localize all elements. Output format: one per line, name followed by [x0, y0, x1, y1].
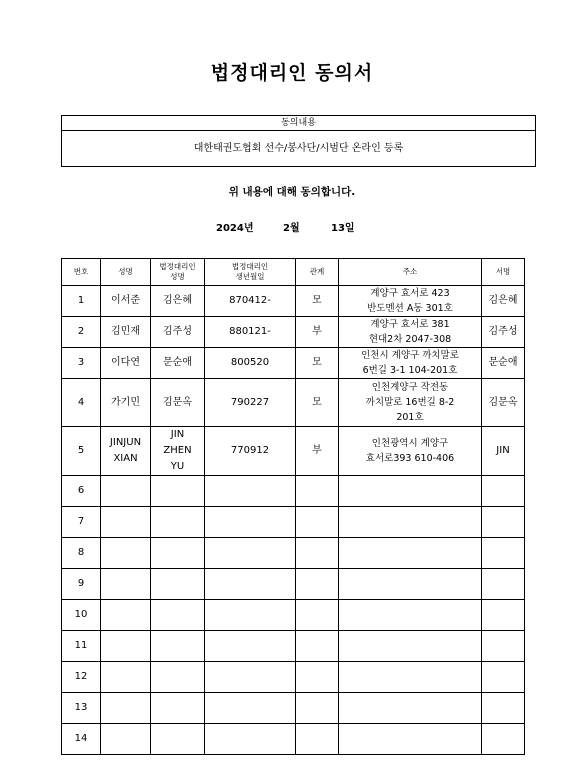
guardian-birth: 800520 [205, 348, 296, 379]
signature [482, 724, 525, 755]
row-number: 2 [62, 317, 101, 348]
student-name [101, 600, 151, 631]
address: 인천광역시 계양구 효서로393 610-406 [339, 427, 482, 476]
student-name: 이서준 [101, 286, 151, 317]
table-row [62, 507, 525, 538]
address [339, 476, 482, 507]
header-guardian-name: 법정대리인 성명 [151, 259, 205, 286]
signature [482, 662, 525, 693]
student-name [101, 724, 151, 755]
student-name: 가기민 [101, 379, 151, 427]
relation: 모 [296, 379, 339, 427]
relation [296, 476, 339, 507]
guardian-birth: 880121- [205, 317, 296, 348]
signature [482, 569, 525, 600]
header-signature: 서명 [482, 259, 525, 286]
signature: 문순애 [482, 348, 525, 379]
signature [482, 600, 525, 631]
relation [296, 631, 339, 662]
student-name [101, 693, 151, 724]
relation: 부 [296, 427, 339, 476]
address: 인천계양구 작전동 까치말로 16번길 8-2 201호 [339, 379, 482, 427]
row-number: 1 [62, 286, 101, 317]
relation [296, 600, 339, 631]
guardian-birth [205, 724, 296, 755]
table-row [62, 569, 525, 600]
address [339, 600, 482, 631]
table-row [62, 600, 525, 631]
consent-box [61, 115, 536, 167]
guardian-name [151, 724, 205, 755]
consent-header: 동의내용 [62, 116, 535, 131]
address: 인천시 계양구 까치말로 6번길 3-1 104-201호 [339, 348, 482, 379]
guardian-name [151, 631, 205, 662]
consent-text: 대한태권도협회 선수/봉사단/시범단 온라인 등록 [193, 143, 404, 154]
student-name [101, 538, 151, 569]
date-year: 2024년 [216, 223, 254, 234]
row-number: 9 [62, 569, 101, 600]
signature [482, 538, 525, 569]
student-name [101, 507, 151, 538]
date-day: 13일 [331, 223, 355, 234]
guardian-birth [205, 662, 296, 693]
header-relation: 관계 [296, 259, 339, 286]
guardian-birth: 870412- [205, 286, 296, 317]
table-row [62, 427, 525, 476]
guardian-name [151, 662, 205, 693]
table-row [62, 379, 525, 427]
guardian-name: JIN ZHEN YU [151, 427, 205, 476]
guardian-name [151, 569, 205, 600]
guardian-birth [205, 507, 296, 538]
signature [482, 507, 525, 538]
guardian-name [151, 600, 205, 631]
guardian-birth [205, 600, 296, 631]
guardian-birth: 790227 [205, 379, 296, 427]
signature [482, 476, 525, 507]
student-name [101, 631, 151, 662]
agreement-statement: 위 내용에 대해 동의합니다. [228, 186, 356, 198]
signature: 김은혜 [482, 286, 525, 317]
guardian-name [151, 507, 205, 538]
relation [296, 724, 339, 755]
relation [296, 538, 339, 569]
document-title: 법정대리인 동의서 [210, 62, 374, 84]
address [339, 538, 482, 569]
relation [296, 662, 339, 693]
address [339, 569, 482, 600]
guardian-name: 김은혜 [151, 286, 205, 317]
guardian-name: 김문옥 [151, 379, 205, 427]
row-number: 4 [62, 379, 101, 427]
guardian-name [151, 693, 205, 724]
student-name [101, 569, 151, 600]
signature: 김주성 [482, 317, 525, 348]
relation [296, 693, 339, 724]
guardian-table [61, 258, 525, 755]
guardian-birth [205, 476, 296, 507]
guardian-name: 문순애 [151, 348, 205, 379]
row-number: 6 [62, 476, 101, 507]
row-number: 7 [62, 507, 101, 538]
table-row [62, 631, 525, 662]
table-row [62, 476, 525, 507]
row-number: 14 [62, 724, 101, 755]
guardian-name [151, 476, 205, 507]
student-name: JINJUN XIAN [101, 427, 151, 476]
table-row [62, 724, 525, 755]
student-name [101, 662, 151, 693]
row-number: 5 [62, 427, 101, 476]
row-number: 10 [62, 600, 101, 631]
relation: 모 [296, 348, 339, 379]
table-row [62, 348, 525, 379]
row-number: 13 [62, 693, 101, 724]
guardian-birth: 770912 [205, 427, 296, 476]
address [339, 662, 482, 693]
address: 계양구 효서로 381 현대2차 2047-308 [339, 317, 482, 348]
header-number: 번호 [62, 259, 101, 286]
student-name: 김민재 [101, 317, 151, 348]
address [339, 507, 482, 538]
guardian-birth [205, 631, 296, 662]
address [339, 693, 482, 724]
signature: 김문옥 [482, 379, 525, 427]
header-address: 주소 [339, 259, 482, 286]
guardian-name: 김주성 [151, 317, 205, 348]
table-row [62, 286, 525, 317]
header-name: 성명 [101, 259, 151, 286]
relation: 부 [296, 317, 339, 348]
student-name [101, 476, 151, 507]
guardian-birth [205, 569, 296, 600]
table-row [62, 693, 525, 724]
guardian-birth [205, 538, 296, 569]
relation [296, 507, 339, 538]
address [339, 724, 482, 755]
date-month: 2월 [283, 223, 300, 234]
row-number: 8 [62, 538, 101, 569]
row-number: 3 [62, 348, 101, 379]
guardian-birth [205, 693, 296, 724]
table-row [62, 662, 525, 693]
table-header-row [62, 259, 525, 286]
row-number: 11 [62, 631, 101, 662]
relation [296, 569, 339, 600]
address: 계양구 효서로 423 반도멘션 A동 301호 [339, 286, 482, 317]
guardian-name [151, 538, 205, 569]
relation: 모 [296, 286, 339, 317]
table-row [62, 317, 525, 348]
address [339, 631, 482, 662]
signature [482, 631, 525, 662]
signature [482, 693, 525, 724]
header-guardian-birth: 법정대리인 생년월일 [205, 259, 296, 286]
row-number: 12 [62, 662, 101, 693]
table-row [62, 538, 525, 569]
signature: JIN [482, 427, 525, 476]
student-name: 이다연 [101, 348, 151, 379]
